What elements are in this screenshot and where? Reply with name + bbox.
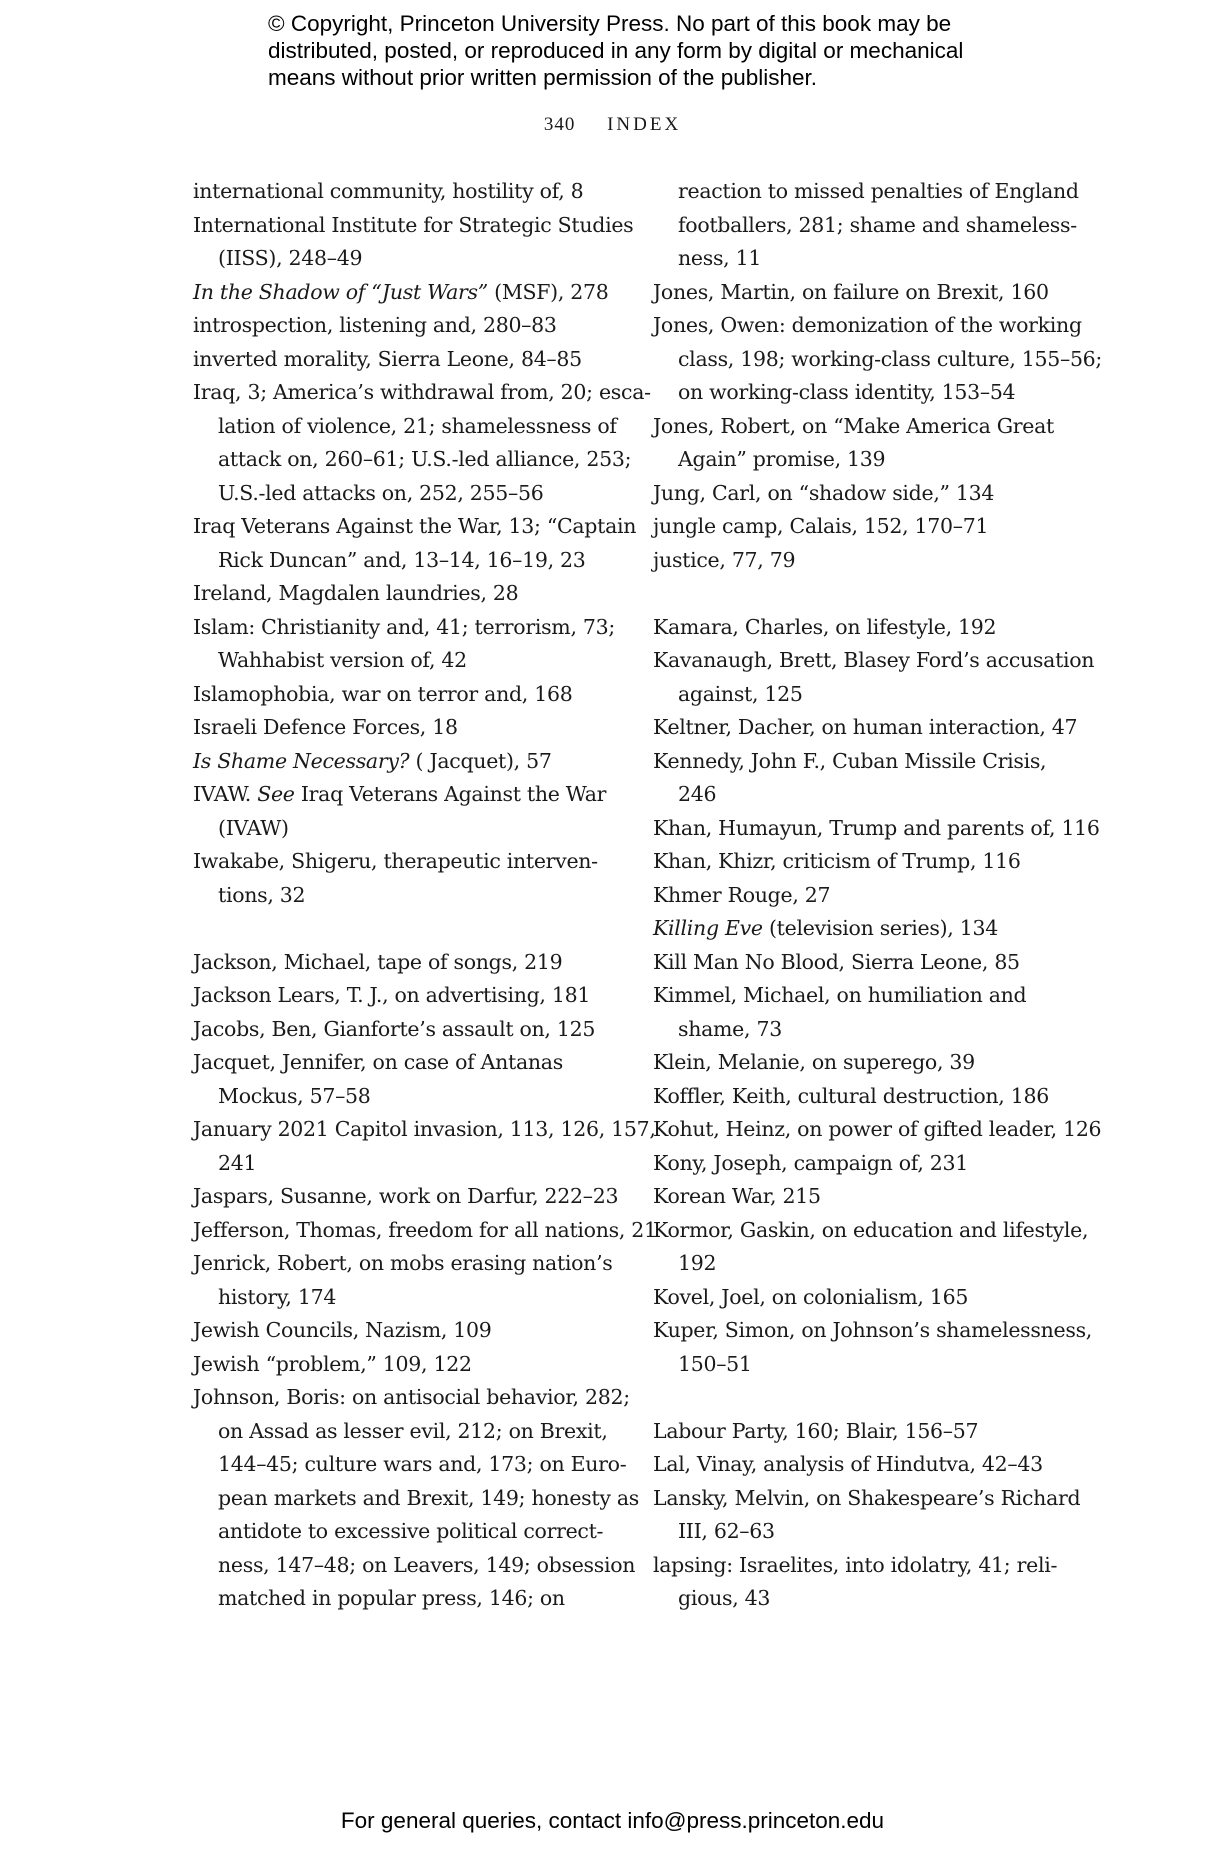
index-entry [193, 1046, 613, 1113]
index-entry-line: Jackson, Michael, tape of songs, 219 [193, 949, 563, 974]
index-entry-line: Jefferson, Thomas, freedom for all nations, 21 [193, 1217, 657, 1242]
index-entry [653, 477, 1073, 511]
index-entry [193, 778, 613, 845]
index-entry [193, 343, 613, 377]
italic-title: Killing Eve [653, 916, 763, 940]
index-entry [193, 309, 613, 343]
italic-title: In the Shadow of “Just Wars” [193, 279, 488, 304]
copyright-line: means without prior written permission of the publisher. [268, 65, 818, 90]
index-entry [193, 1247, 613, 1314]
index-entry-line: 144–45; culture wars and, 173; on Euro- [218, 1452, 627, 1476]
index-entry [653, 946, 1073, 980]
index-entry-line: (IVAW) [218, 815, 289, 840]
index-entry [653, 879, 1073, 913]
index-entry [653, 544, 1073, 578]
index-entry-line: on Assad as lesser evil, 212; on Brexit, [218, 1418, 608, 1443]
index-entry-line: tions, 32 [218, 882, 306, 907]
index-entry-line: In the Shadow of “Just Wars” (MSF), 278 [193, 279, 609, 304]
index-entry [653, 510, 1073, 544]
index-entry-line: Jewish “problem,” 109, 122 [193, 1351, 472, 1376]
index-entry-line: jungle camp, Calais, 152, 170–71 [653, 514, 989, 538]
index-entry-line: Korean War, 215 [653, 1184, 821, 1208]
index-entry [653, 812, 1100, 846]
index-entry-line: Jones, Martin, on failure on Brexit, 160 [653, 279, 1049, 304]
index-entry-line: Kamara, Charles, on lifestyle, 192 [653, 614, 997, 639]
index-entry-line: Lansky, Melvin, on Shakespeare’s Richard [653, 1485, 1081, 1510]
index-entry-line: Mockus, 57–58 [218, 1083, 371, 1108]
index-entry-line: Khan, Humayun, Trump and parents of, 116 [653, 815, 1100, 840]
index-entry [653, 745, 1073, 812]
index-entry-line: 150–51 [678, 1351, 752, 1376]
index-entry-line: Kuper, Simon, on Johnson’s shamelessness, [653, 1318, 1093, 1342]
index-column-left [193, 175, 657, 1616]
index-entry-line: Ireland, Magdalen laundries, 28 [193, 581, 519, 605]
index-entry-line: III, 62–63 [678, 1519, 775, 1543]
index-entry [653, 1214, 1089, 1281]
index-entry [653, 644, 1095, 711]
index-entry-line: (IISS), 248–49 [218, 246, 363, 270]
index-entry-line: Jenrick, Robert, on mobs erasing nation’s [193, 1251, 613, 1275]
index-entry-line: antidote to excessive political correct- [218, 1519, 604, 1543]
index-entry-line: Islamophobia, war on terror and, 168 [193, 681, 573, 706]
index-entry-line: Kennedy, John F., Cuban Missile Crisis, [653, 748, 1047, 773]
index-entry-line: Wahhabist version of, 42 [218, 648, 467, 672]
index-entry [193, 175, 613, 209]
index-entry [653, 845, 1073, 879]
index-entry-line: Kavanaugh, Brett, Blasey Ford’s accusation [653, 648, 1095, 672]
index-entry-line: reaction to missed penalties of England [678, 179, 1079, 203]
index-entry-line: Keltner, Dacher, on human interaction, 47 [653, 715, 1078, 739]
index-entry [193, 276, 613, 310]
index-entry-line: matched in popular press, 146; on [218, 1586, 565, 1610]
index-entry-line: Jones, Owen: demonization of the working [653, 313, 1082, 337]
index-entry-line: footballers, 281; shame and shameless- [678, 212, 1077, 237]
index-entry-line: pean markets and Brexit, 149; honesty as [218, 1485, 639, 1510]
index-entry [653, 1415, 1073, 1449]
index-entry-line: introspection, listening and, 280–83 [193, 313, 557, 337]
index-entry-line: Rick Duncan” and, 13–14, 16–19, 23 [218, 547, 586, 572]
index-entry-line: Jewish Councils, Nazism, 109 [193, 1318, 492, 1342]
index-column-right [653, 175, 1103, 1616]
index-entry [193, 510, 637, 577]
index-entry [193, 845, 613, 912]
index-entry [193, 1214, 657, 1248]
index-entry [653, 1080, 1073, 1114]
index-entry [653, 611, 1073, 645]
index-entry [653, 1180, 1073, 1214]
copyright-notice [268, 10, 1028, 91]
index-entry-line: Kimmel, Michael, on humiliation and [653, 983, 1027, 1007]
index-entry [653, 309, 1103, 410]
index-entry-line: Jones, Robert, on “Make America Great [653, 413, 1054, 438]
index-entry-line: 241 [218, 1150, 257, 1175]
index-entry-line: Iwakabe, Shigeru, therapeutic interven- [193, 849, 598, 873]
index-entry-line: Iraq, 3; America’s withdrawal from, 20; esca- [193, 380, 651, 404]
index-entry-line: Kill Man No Blood, Sierra Leone, 85 [653, 949, 1020, 974]
index-entry-line: Israeli Defence Forces, 18 [193, 715, 458, 739]
index-entry [653, 1549, 1073, 1616]
index-entry-line: Killing Eve (television series), 134 [653, 916, 998, 940]
index-entry [653, 711, 1078, 745]
index-entry-line: Kormor, Gaskin, on education and lifestyle, [653, 1217, 1089, 1242]
index-entry-line: Khan, Khizr, criticism of Trump, 116 [653, 849, 1021, 873]
index-entry [653, 912, 1073, 946]
index-entry [193, 1381, 639, 1616]
index-entry-line: Koffler, Keith, cultural destruction, 186 [653, 1083, 1049, 1108]
index-entry [193, 577, 613, 611]
running-head [0, 114, 1225, 136]
index-entry [193, 979, 613, 1013]
index-entry-line: inverted morality, Sierra Leone, 84–85 [193, 346, 582, 371]
index-entry [653, 175, 1079, 276]
index-entry-line: Kovel, Joel, on colonialism, 165 [653, 1284, 969, 1309]
index-entry [193, 1180, 619, 1214]
index-entry-line: gious, 43 [678, 1586, 771, 1610]
index-entry-line: Johnson, Boris: on antisocial behavior, 282; [193, 1385, 630, 1409]
copyright-line: © Copyright, Princeton University Press. No part of this book may be [268, 11, 952, 36]
index-entry [653, 1314, 1093, 1381]
italic-title: See [257, 782, 295, 806]
index-entry [653, 1281, 1073, 1315]
index-entry [193, 1013, 613, 1047]
index-entry-line: history, 174 [218, 1284, 337, 1309]
index-entry [653, 276, 1073, 310]
index-entry-line: ness, 147–48; on Leavers, 149; obsession [218, 1552, 636, 1577]
index-entry [193, 611, 613, 678]
index-entry-line: international community, hostility of, 8 [193, 179, 584, 203]
index-entry [653, 1113, 1102, 1147]
index-entry-line: Lal, Vinay, analysis of Hindutva, 42–43 [653, 1452, 1043, 1476]
index-entry-line: Islam: Christianity and, 41; terrorism, 73; [193, 614, 615, 639]
index-entry-line: January 2021 Capitol invasion, 113, 126, 157, [193, 1117, 656, 1141]
index-entry-line: Kony, Joseph, campaign of, 231 [653, 1150, 969, 1175]
italic-title: Is Shame Necessary? [193, 748, 410, 773]
index-entry-line: Jacquet, Jennifer, on case of Antanas [193, 1050, 563, 1074]
index-entry [193, 1348, 613, 1382]
index-entry [653, 1448, 1073, 1482]
index-entry-line: Is Shame Necessary? ( Jacquet), 57 [193, 748, 552, 773]
copyright-line: distributed, posted, or reproduced in any form by digital or mechanical [268, 38, 964, 63]
index-entry [653, 1046, 1073, 1080]
index-entry-line: attack on, 260–61; U.S.-led alliance, 253; [218, 447, 632, 471]
index-entry-line: shame, 73 [678, 1016, 782, 1041]
index-entry-line: Jacobs, Ben, Gianforte’s assault on, 125 [193, 1016, 596, 1041]
index-entry-line: on working-class identity, 153–54 [678, 380, 1016, 404]
index-entry [193, 1113, 656, 1180]
letter-group-gap [653, 1381, 1073, 1415]
index-entry-line: justice, 77, 79 [653, 547, 796, 572]
index-entry-line: 246 [678, 782, 717, 806]
index-entry [193, 946, 613, 980]
index-entry-line: against, 125 [678, 681, 803, 706]
index-entry-line: Jaspars, Susanne, work on Darfur, 222–23 [193, 1184, 619, 1208]
index-entry-line: lapsing: Israelites, into idolatry, 41; reli- [653, 1552, 1058, 1577]
index-entry [653, 979, 1073, 1046]
index-entry-line: International Institute for Strategic Studies [193, 212, 634, 237]
footer-contact: For general queries, contact info@press.princeton.edu [340, 1808, 885, 1833]
index-entry-line: Khmer Rouge, 27 [653, 882, 831, 907]
index-entry-line: Klein, Melanie, on superego, 39 [653, 1050, 975, 1074]
index-entry [193, 745, 613, 779]
section-title: INDEX [607, 114, 682, 135]
index-entry-line: class, 198; working-class culture, 155–56; [678, 346, 1103, 371]
index-entry [193, 209, 634, 276]
page-number: 340 [543, 114, 576, 135]
index-entry [193, 376, 651, 510]
index-entry [653, 1147, 1073, 1181]
letter-group-gap [193, 912, 613, 946]
index-entry-line: 192 [678, 1251, 717, 1275]
index-entry-line: Jung, Carl, on “shadow side,” 134 [653, 480, 995, 505]
index-entry-line: lation of violence, 21; shamelessness of [218, 413, 617, 438]
index-entry [193, 711, 613, 745]
index-entry-line: Kohut, Heinz, on power of gifted leader, 126 [653, 1117, 1102, 1141]
index-entry [193, 678, 613, 712]
letter-group-gap [653, 577, 1073, 611]
index-entry-line: Jackson Lears, T. J., on advertising, 181 [193, 983, 591, 1007]
index-entry-line: U.S.-led attacks on, 252, 255–56 [218, 480, 544, 505]
index-entry-line: IVAW. See Iraq Veterans Against the War [193, 782, 607, 806]
index-entry [653, 1482, 1081, 1549]
index-entry [653, 410, 1073, 477]
index-entry-line: Again” promise, 139 [678, 447, 886, 471]
index-entry [193, 1314, 613, 1348]
index-entry-line: Iraq Veterans Against the War, 13; “Captain [193, 514, 637, 538]
index-entry-line: ness, 11 [678, 246, 762, 270]
index-entry-line: Labour Party, 160; Blair, 156–57 [653, 1418, 979, 1443]
